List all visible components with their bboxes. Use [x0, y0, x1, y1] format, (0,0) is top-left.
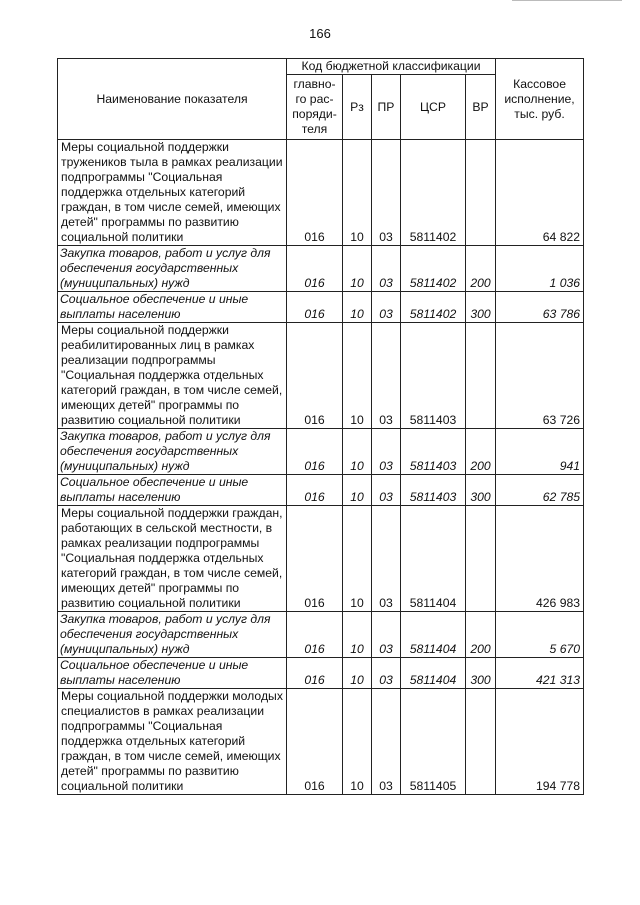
cell-gr: 016: [287, 689, 343, 795]
cell-name: Меры социальной поддержки реабилитированных лиц в рамках реализации подпрограммы "Социальная поддержка отдельных категорий граждан, в том числе семей, имеющих детей" программы по развитию социальной политики: [58, 323, 287, 429]
cell-amount: 64 822: [496, 140, 584, 246]
cell-rz: 10: [343, 689, 372, 795]
cell-gr: 016: [287, 612, 343, 658]
cell-name: Меры социальной поддержки тружеников тыла в рамках реализации подпрограммы "Социальная поддержка отдельных категорий граждан, в том числе семей, имеющих детей" программы по развитию социальной политики: [58, 140, 287, 246]
cell-pr: 03: [372, 323, 401, 429]
col-header-csr: ЦСР: [401, 75, 466, 140]
cell-gr: 016: [287, 506, 343, 612]
table-row: [58, 292, 584, 323]
col-header-pr: ПР: [372, 75, 401, 140]
cell-vr: 300: [466, 475, 496, 506]
cell-vr: 300: [466, 292, 496, 323]
cell-pr: 03: [372, 475, 401, 506]
cell-rz: 10: [343, 429, 372, 475]
cell-amount: 5 670: [496, 612, 584, 658]
cell-amount: 426 983: [496, 506, 584, 612]
cell-gr: 016: [287, 429, 343, 475]
cell-gr: 016: [287, 292, 343, 323]
table-row: [58, 246, 584, 292]
table-row: [58, 506, 584, 612]
cell-pr: 03: [372, 292, 401, 323]
cell-vr: 300: [466, 658, 496, 689]
cell-csr: 5811403: [401, 323, 466, 429]
cell-rz: 10: [343, 292, 372, 323]
cell-name: Социальное обеспечение и иные выплаты населению: [58, 292, 287, 323]
cell-name: Меры социальной поддержки молодых специалистов в рамках реализации подпрограммы "Социальная поддержка отдельных категорий граждан, в том числе семей, имеющих детей" программы по развитию социальной политики: [58, 689, 287, 795]
cell-pr: 03: [372, 140, 401, 246]
cell-pr: 03: [372, 689, 401, 795]
cell-gr: 016: [287, 140, 343, 246]
cell-amount: 62 785: [496, 475, 584, 506]
cell-rz: 10: [343, 323, 372, 429]
cell-gr: 016: [287, 246, 343, 292]
cell-vr: [466, 506, 496, 612]
cell-rz: 10: [343, 612, 372, 658]
table-row: [58, 612, 584, 658]
col-header-code-group: Код бюджетной классификации: [287, 59, 496, 75]
cell-name: Социальное обеспечение и иные выплаты населению: [58, 475, 287, 506]
cell-vr: 200: [466, 429, 496, 475]
cell-vr: [466, 323, 496, 429]
cell-name: Меры социальной поддержки граждан, работающих в сельской местности, в рамках реализации подпрограммы "Социальная поддержка отдельных категорий граждан, в том числе семей, имеющих детей" программы по развитию социальной политики: [58, 506, 287, 612]
budget-table: [57, 58, 584, 795]
cell-vr: 200: [466, 612, 496, 658]
cell-name: Закупка товаров, работ и услуг для обеспечения государственных (муниципальных) нужд: [58, 612, 287, 658]
table-body: [58, 140, 584, 795]
cell-pr: 03: [372, 429, 401, 475]
cell-name: Социальное обеспечение и иные выплаты населению: [58, 658, 287, 689]
col-header-vr: ВР: [466, 75, 496, 140]
cell-vr: [466, 140, 496, 246]
table-row: [58, 689, 584, 795]
cell-name: Закупка товаров, работ и услуг для обеспечения государственных (муниципальных) нужд: [58, 429, 287, 475]
table-row: [58, 475, 584, 506]
col-header-amount: Кассовое исполнение, тыс. руб.: [496, 59, 584, 140]
cell-rz: 10: [343, 475, 372, 506]
cell-gr: 016: [287, 658, 343, 689]
cell-amount: 421 313: [496, 658, 584, 689]
page-number: 166: [309, 26, 331, 41]
cell-csr: 5811403: [401, 429, 466, 475]
cell-csr: 5811402: [401, 140, 466, 246]
cell-csr: 5811402: [401, 292, 466, 323]
cell-amount: 194 778: [496, 689, 584, 795]
cell-pr: 03: [372, 612, 401, 658]
cell-vr: [466, 689, 496, 795]
cell-amount: 1 036: [496, 246, 584, 292]
col-header-gr: главно- го рас- поряди- теля: [287, 75, 343, 140]
cell-amount: 63 786: [496, 292, 584, 323]
col-header-rz: Рз: [343, 75, 372, 140]
cell-pr: 03: [372, 506, 401, 612]
cell-rz: 10: [343, 246, 372, 292]
cell-amount: 941: [496, 429, 584, 475]
cell-amount: 63 726: [496, 323, 584, 429]
scan-corner-mark: [512, 0, 622, 4]
table-row: [58, 140, 584, 246]
cell-pr: 03: [372, 658, 401, 689]
cell-csr: 5811405: [401, 689, 466, 795]
cell-csr: 5811403: [401, 475, 466, 506]
cell-gr: 016: [287, 475, 343, 506]
cell-rz: 10: [343, 506, 372, 612]
cell-name: Закупка товаров, работ и услуг для обеспечения государственных (муниципальных) нужд: [58, 246, 287, 292]
col-header-name: Наименование показателя: [58, 59, 287, 140]
cell-csr: 5811404: [401, 612, 466, 658]
cell-pr: 03: [372, 246, 401, 292]
cell-rz: 10: [343, 140, 372, 246]
cell-csr: 5811404: [401, 658, 466, 689]
cell-rz: 10: [343, 658, 372, 689]
cell-csr: 5811402: [401, 246, 466, 292]
cell-vr: 200: [466, 246, 496, 292]
cell-csr: 5811404: [401, 506, 466, 612]
cell-gr: 016: [287, 323, 343, 429]
table-row: [58, 429, 584, 475]
table-row: [58, 323, 584, 429]
table-row: [58, 658, 584, 689]
